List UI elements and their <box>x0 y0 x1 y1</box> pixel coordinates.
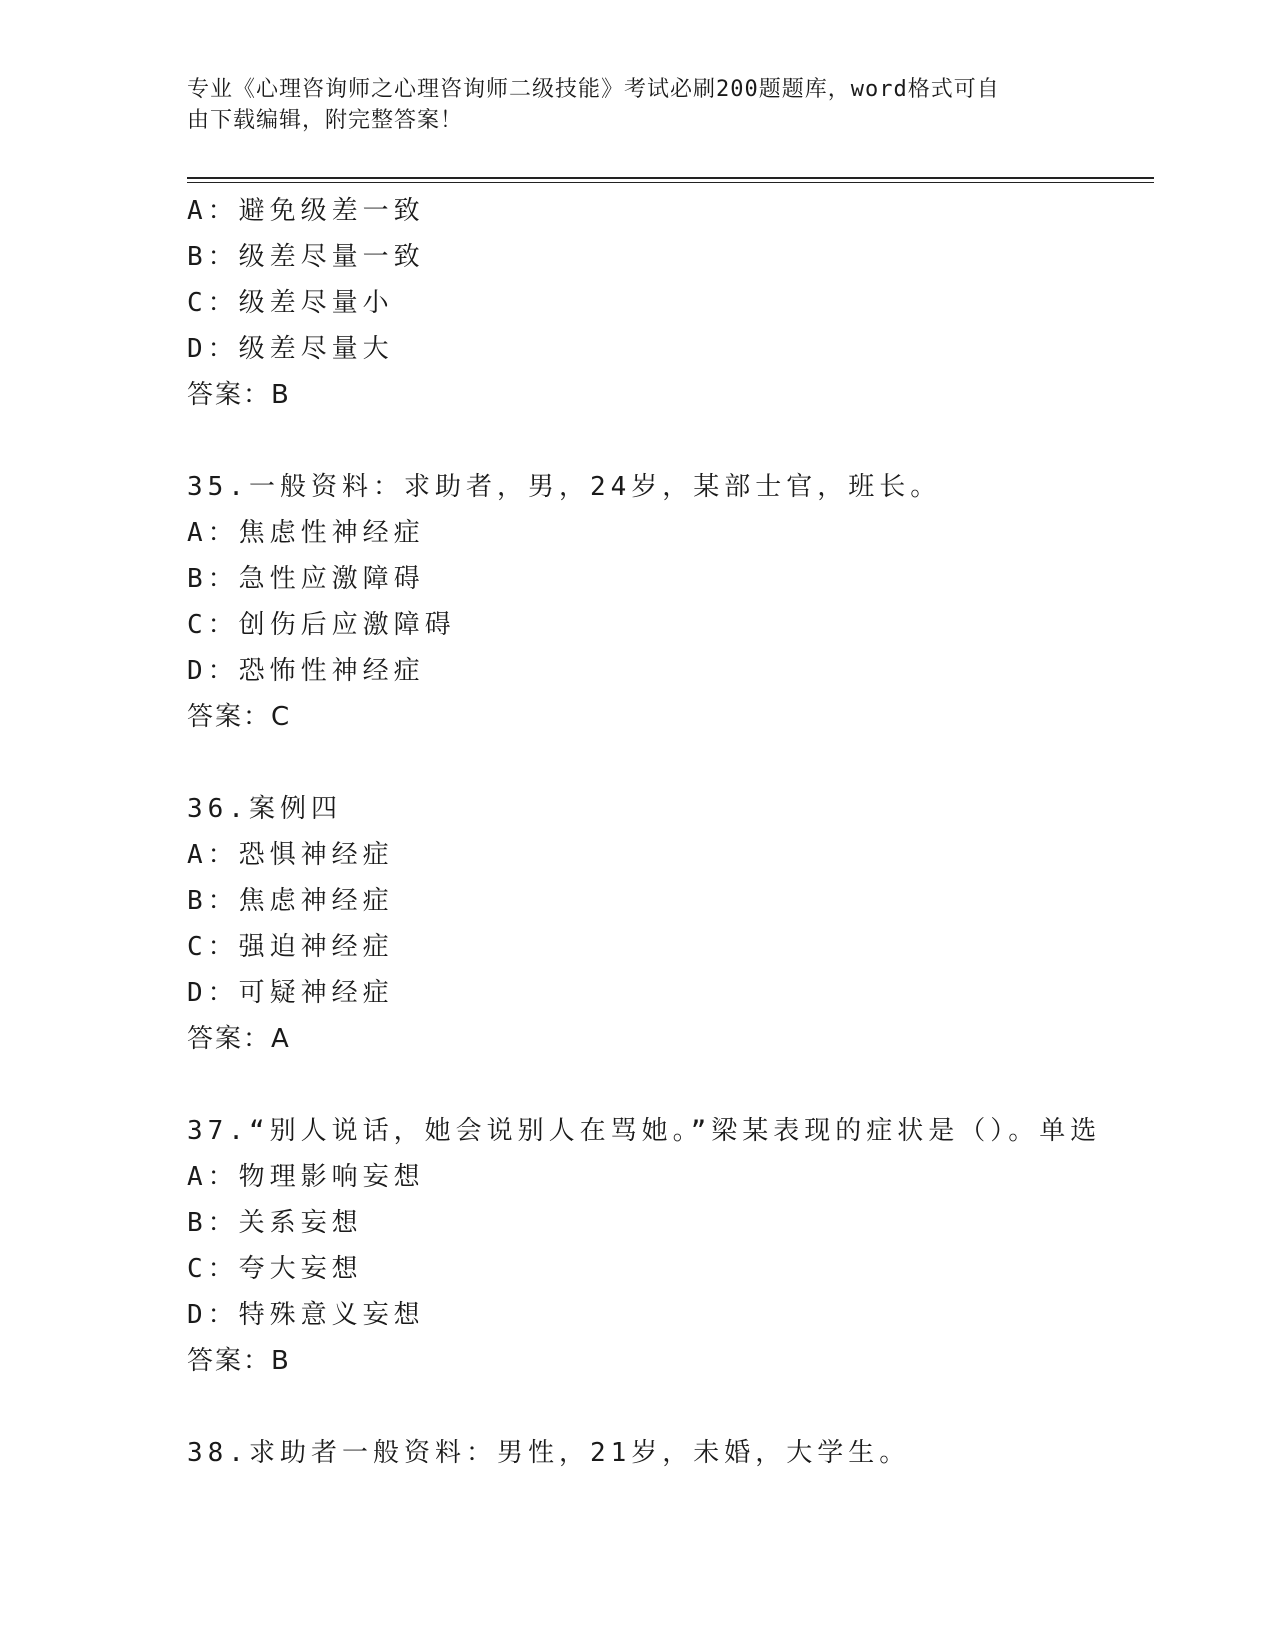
header-divider-thick <box>187 177 1154 179</box>
document-header <box>187 74 1067 136</box>
header-line-1: 专业《心理咨询师之心理咨询师二级技能》考试必刷200题题库，word格式可自 <box>187 77 1000 102</box>
question-34 <box>187 188 1167 418</box>
question-35 <box>187 464 1167 740</box>
option-b: B：焦虑神经症 <box>187 886 394 916</box>
spacer <box>187 418 1167 464</box>
question-38 <box>187 1430 1167 1476</box>
option-a: A：物理影响妄想 <box>187 1162 425 1192</box>
option-a: A：避免级差一致 <box>187 196 425 226</box>
header-line-2: 由下载编辑，附完整答案！ <box>187 108 464 133</box>
answer-line: 答案：B <box>187 1346 291 1376</box>
option-d: D：可疑神经症 <box>187 978 394 1008</box>
answer-line: 答案：A <box>187 1024 291 1054</box>
option-c: C：夸大妄想 <box>187 1254 363 1284</box>
question-list <box>187 188 1167 1476</box>
answer-line: 答案：B <box>187 380 291 410</box>
option-c: C：创伤后应激障碍 <box>187 610 456 640</box>
question-stem: 36.案例四 <box>187 794 342 824</box>
option-d: D：恐怖性神经症 <box>187 656 425 686</box>
spacer <box>187 740 1167 786</box>
question-stem: 38.求助者一般资料：男性，21岁，未婚，大学生。 <box>187 1438 911 1468</box>
option-a: A：恐惧神经症 <box>187 840 394 870</box>
option-b: B：关系妄想 <box>187 1208 363 1238</box>
option-b: B：急性应激障碍 <box>187 564 425 594</box>
option-d: D：级差尽量大 <box>187 334 394 364</box>
option-c: C：级差尽量小 <box>187 288 394 318</box>
question-37 <box>187 1108 1167 1384</box>
option-a: A：焦虑性神经症 <box>187 518 425 548</box>
question-stem: 37.“别人说话，她会说别人在骂她。”梁某表现的症状是（）。单选 <box>187 1116 1102 1146</box>
header-divider-thin <box>187 182 1154 183</box>
option-b: B：级差尽量一致 <box>187 242 425 272</box>
answer-line: 答案：C <box>187 702 292 732</box>
question-36 <box>187 786 1167 1062</box>
option-c: C：强迫神经症 <box>187 932 394 962</box>
option-d: D：特殊意义妄想 <box>187 1300 425 1330</box>
spacer <box>187 1384 1167 1430</box>
spacer <box>187 1062 1167 1108</box>
question-stem: 35.一般资料：求助者，男，24岁，某部士官，班长。 <box>187 472 942 502</box>
